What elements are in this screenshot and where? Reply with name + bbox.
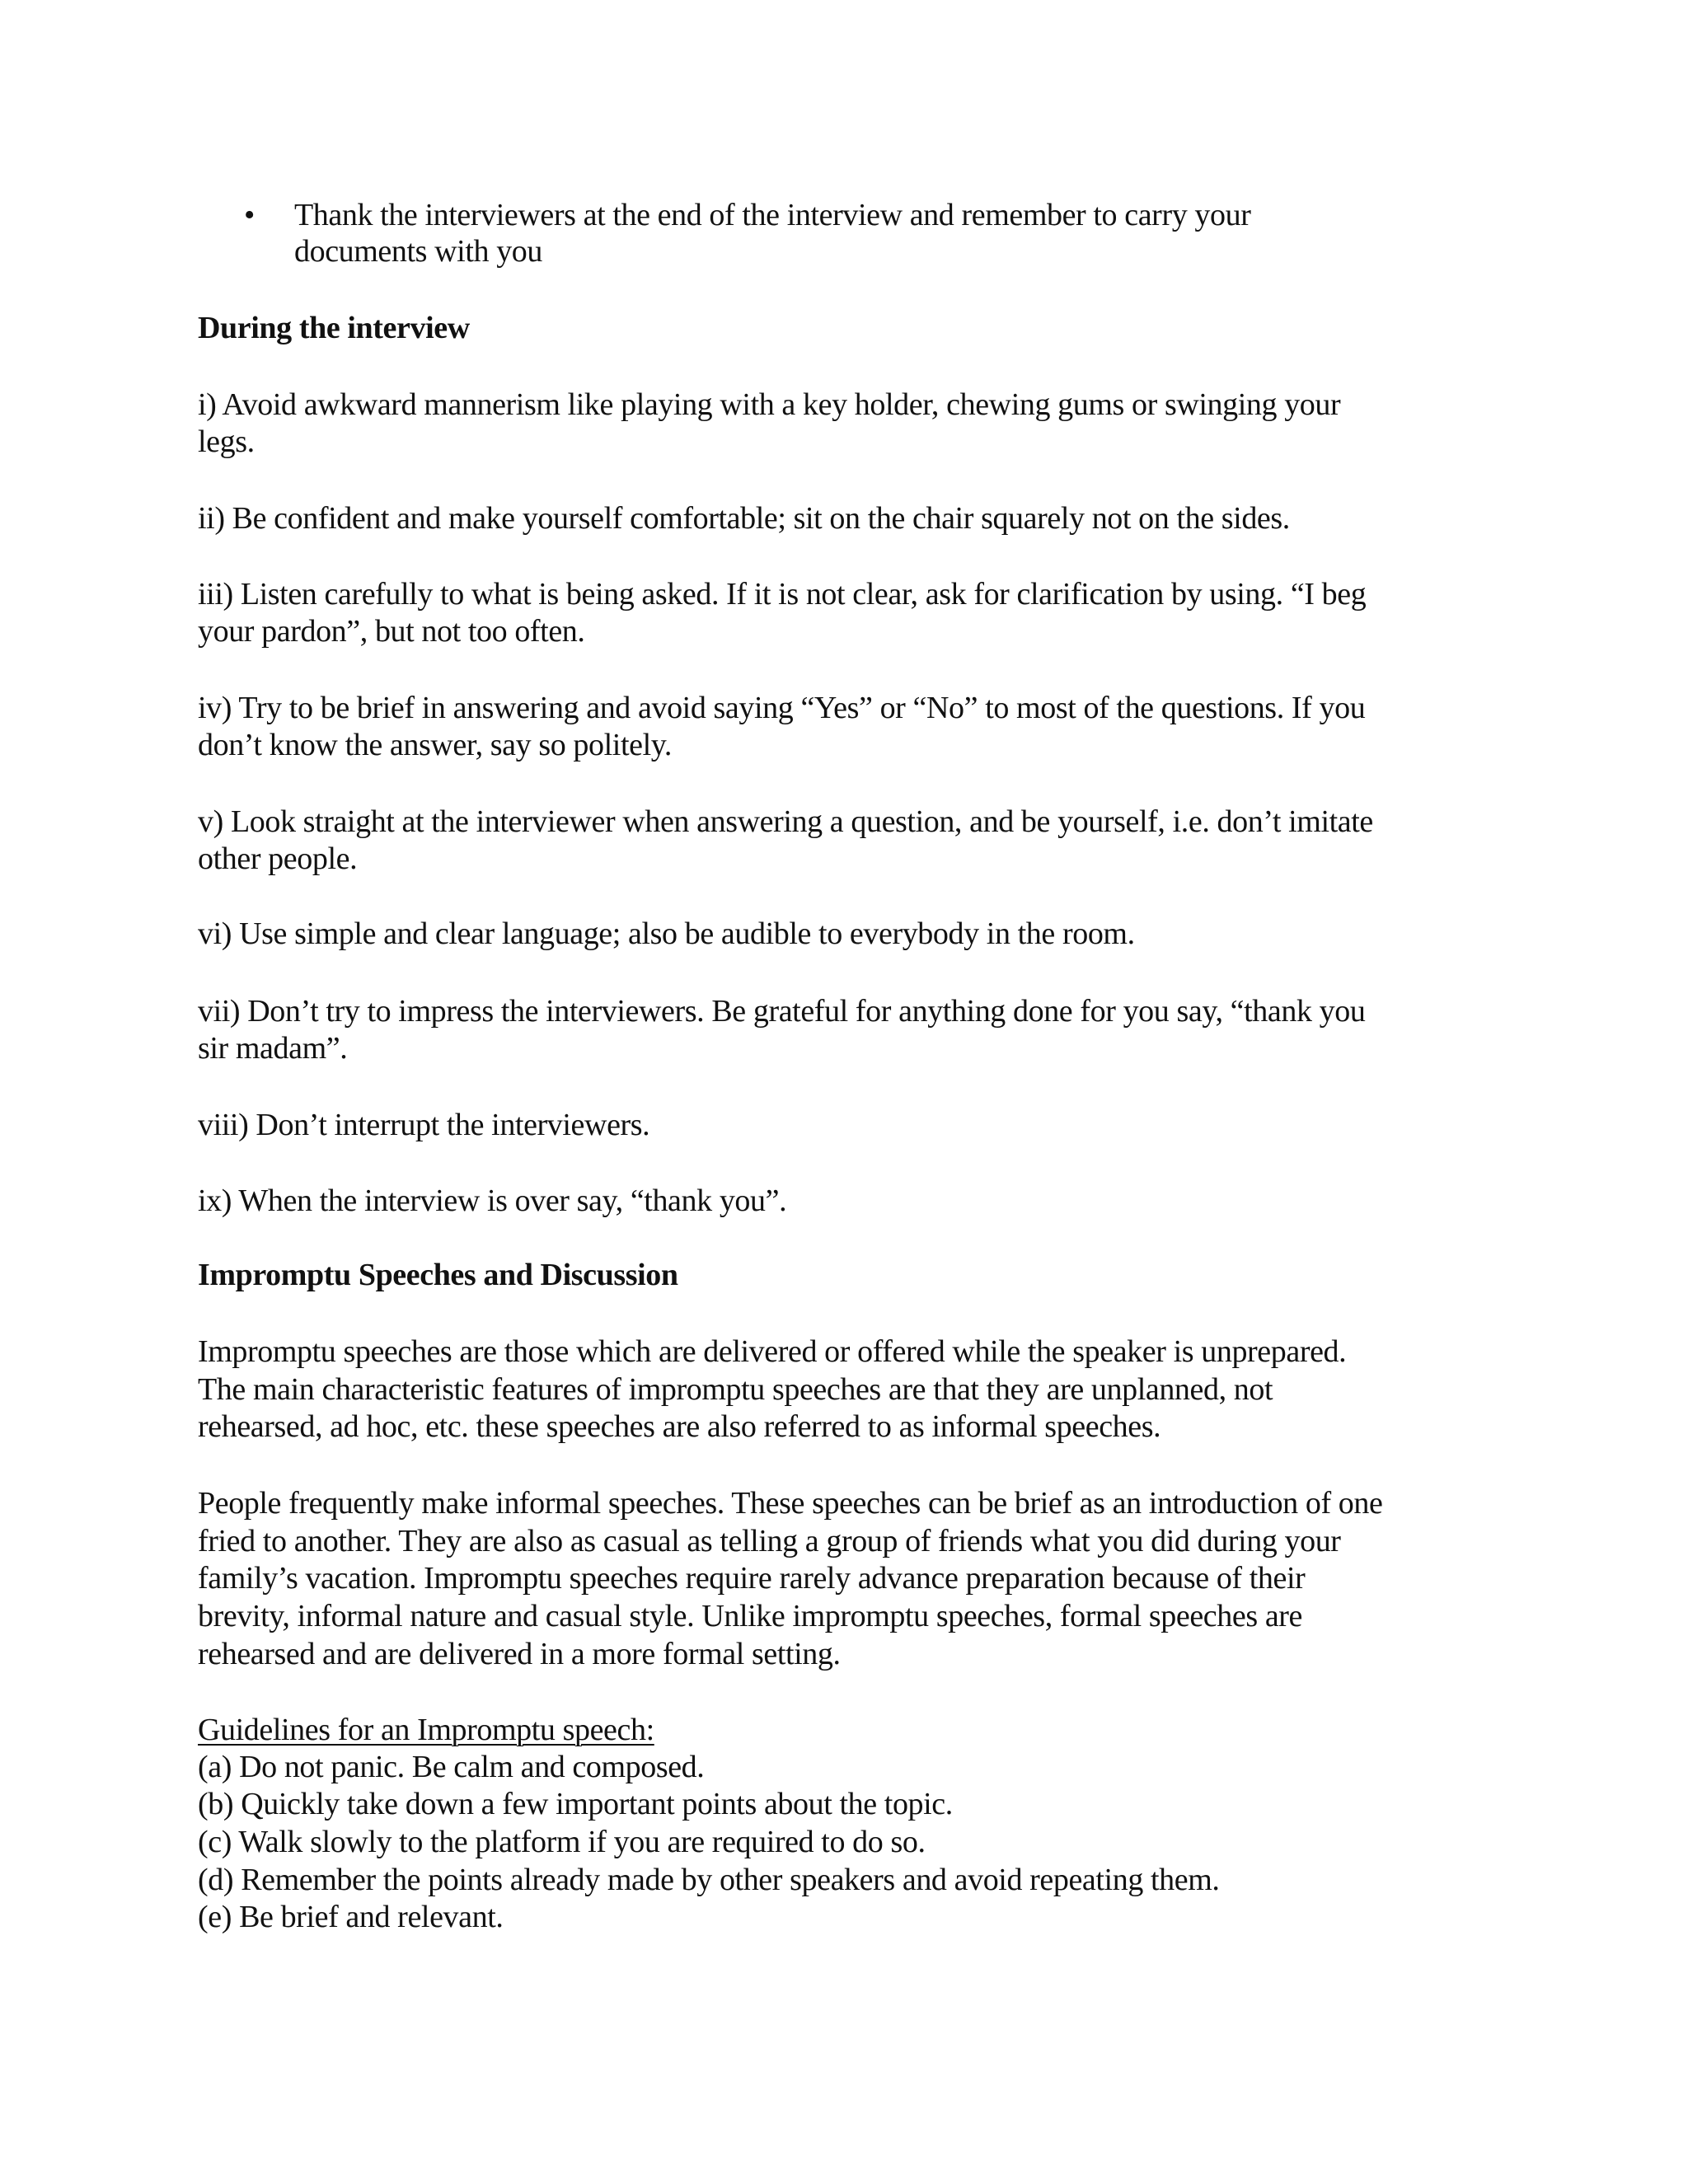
guideline-c: (c) Walk slowly to the platform if you are required to do so. xyxy=(198,1825,926,1859)
impromptu-para1-line-1: Impromptu speeches are those which are delivered or offered while the speaker is unprepared. xyxy=(198,1334,1347,1369)
guidelines-title: Guidelines for an Impromptu speech: xyxy=(198,1713,654,1747)
during-item-3-line-2: your pardon”, but not too often. xyxy=(198,614,585,649)
impromptu-heading: Impromptu Speeches and Discussion xyxy=(198,1258,678,1292)
during-item-7-line-2: sir madam”. xyxy=(198,1031,348,1066)
during-item-4-line-2: don’t know the answer, say so politely. xyxy=(198,728,672,762)
impromptu-para2-line-3: family’s vacation. Impromptu speeches require rarely advance preparation because of their xyxy=(198,1561,1306,1596)
during-item-4-line-1: iv) Try to be brief in answering and avoid saying “Yes” or “No” to most of the questions. If you xyxy=(198,691,1366,725)
during-interview-heading: During the interview xyxy=(198,311,470,345)
bullet-symbol: • xyxy=(244,198,256,232)
impromptu-para2-line-1: People frequently make informal speeches. These speeches can be brief as an introduction of one xyxy=(198,1486,1383,1521)
impromptu-para2-line-2: fried to another. They are also as casual as telling a group of friends what you did during your xyxy=(198,1524,1341,1558)
impromptu-para1-line-3: rehearsed, ad hoc, etc. these speeches are also referred to as informal speeches. xyxy=(198,1409,1161,1444)
during-item-6-line-1: vi) Use simple and clear language; also be audible to everybody in the room. xyxy=(198,916,1135,951)
guideline-d: (d) Remember the points already made by other speakers and avoid repeating them. xyxy=(198,1863,1220,1897)
guideline-a: (a) Do not panic. Be calm and composed. xyxy=(198,1750,705,1784)
during-item-3-line-1: iii) Listen carefully to what is being asked. If it is not clear, ask for clarification by using. “I beg xyxy=(198,577,1367,612)
guideline-e: (e) Be brief and relevant. xyxy=(198,1900,504,1934)
during-item-5-line-2: other people. xyxy=(198,841,358,876)
impromptu-para1-line-2: The main characteristic features of impromptu speeches are that they are unplanned, not xyxy=(198,1372,1273,1407)
guideline-b: (b) Quickly take down a few important points about the topic. xyxy=(198,1787,953,1821)
during-item-1-line-2: legs. xyxy=(198,424,255,459)
bullet-text-line-1: Thank the interviewers at the end of the interview and remember to carry your xyxy=(294,198,1251,232)
during-item-9-line-1: ix) When the interview is over say, “thank you”. xyxy=(198,1183,787,1218)
bullet-text-line-2: documents with you xyxy=(294,234,542,269)
impromptu-para2-line-4: brevity, informal nature and casual style. Unlike impromptu speeches, formal speeches are xyxy=(198,1599,1303,1633)
during-item-2-line-1: ii) Be confident and make yourself comfortable; sit on the chair squarely not on the sides. xyxy=(198,501,1290,536)
during-item-5-line-1: v) Look straight at the interviewer when answering a question, and be yourself, i.e. don’t imitate xyxy=(198,804,1373,839)
during-item-1-line-1: i) Avoid awkward mannerism like playing with a key holder, chewing gums or swinging your xyxy=(198,387,1341,422)
during-item-7-line-1: vii) Don’t try to impress the interviewers. Be grateful for anything done for you say, “thank you xyxy=(198,994,1366,1029)
impromptu-para2-line-5: rehearsed and are delivered in a more formal setting. xyxy=(198,1637,841,1671)
during-item-8-line-1: viii) Don’t interrupt the interviewers. xyxy=(198,1108,650,1142)
